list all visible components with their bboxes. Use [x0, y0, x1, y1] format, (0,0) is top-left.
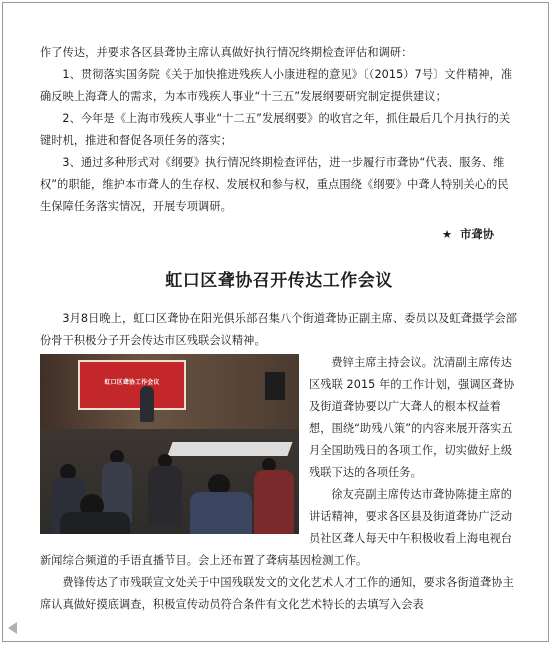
article-para-1: 费锌主席主持会议。沈清副主席传达区残联 2015 年的工作计划，强调区聋协及街道聋协要以广大聋人的根本权益着想，围绕“助残八策”的内容来展开落实五月全国助残日的各项工作，切实做好上级残联下达的各项任务。 [309, 356, 515, 479]
back-arrow-icon[interactable] [8, 622, 17, 634]
point-1: 1、贯彻落实国务院《关于加快推进残疾人小康进程的意见》〔（2015）7号〕文件精神，准确反映上海聋人的需求，为本市残疾人事业“十三五”发展纲要研究制定提供建议； [40, 68, 513, 103]
article-para-3: 费锋传达了市残联宣文处关于中国残联发文的文化艺术人才工作的通知，要求各街道聋协主席认真做好摸底调查，积极宣传动员符合条件有文化艺术特长的去填写入会表 [40, 576, 514, 611]
figure-block [40, 352, 518, 572]
signature-text: 市聋协 [460, 228, 494, 241]
point-2: 2、今年是《上海市残疾人事业“十二五”发展纲要》的收官之年，抓住最后几个月执行的关键时机，推进和督促各项任务的落实； [40, 112, 511, 147]
star-icon: ★ [441, 228, 453, 241]
photo-banner: 虹口区聋协工作会议 [78, 360, 186, 410]
meeting-photo [40, 354, 299, 534]
signature [40, 224, 518, 246]
article-para-2: 徐友亮副主席传达市聋协陈捷主席的讲话精神，要求各区县及街道聋协广泛动员社区聋人每天中午积极收看上海电视台新闻综合频道的手语直播节目。会上还布置了聋病基因检测工作。 [40, 488, 513, 567]
document-body [40, 42, 518, 616]
intro-line: 作了传达，并要求各区县聋协主席认真做好执行情况终期检查评估和调研： [40, 46, 413, 59]
point-3: 3、通过多种形式对《纲要》执行情况终期检查评估，进一步履行市聋协“代表、服务、维权”的职能，维护本市聋人的生存权、发展权和参与权，重点围绕《纲要》中聋人特别关心的民生保障任务落实情况，开展专项调研。 [40, 156, 509, 213]
article-lead: 3月8日晚上，虹口区聋协在阳光俱乐部召集八个街道聋协正副主席、委员以及虹聋摄学会部份骨干积极分子开会传达市区残联会议精神。 [40, 312, 518, 347]
article-title: 虹口区聋协召开传达工作会议 [165, 271, 393, 291]
